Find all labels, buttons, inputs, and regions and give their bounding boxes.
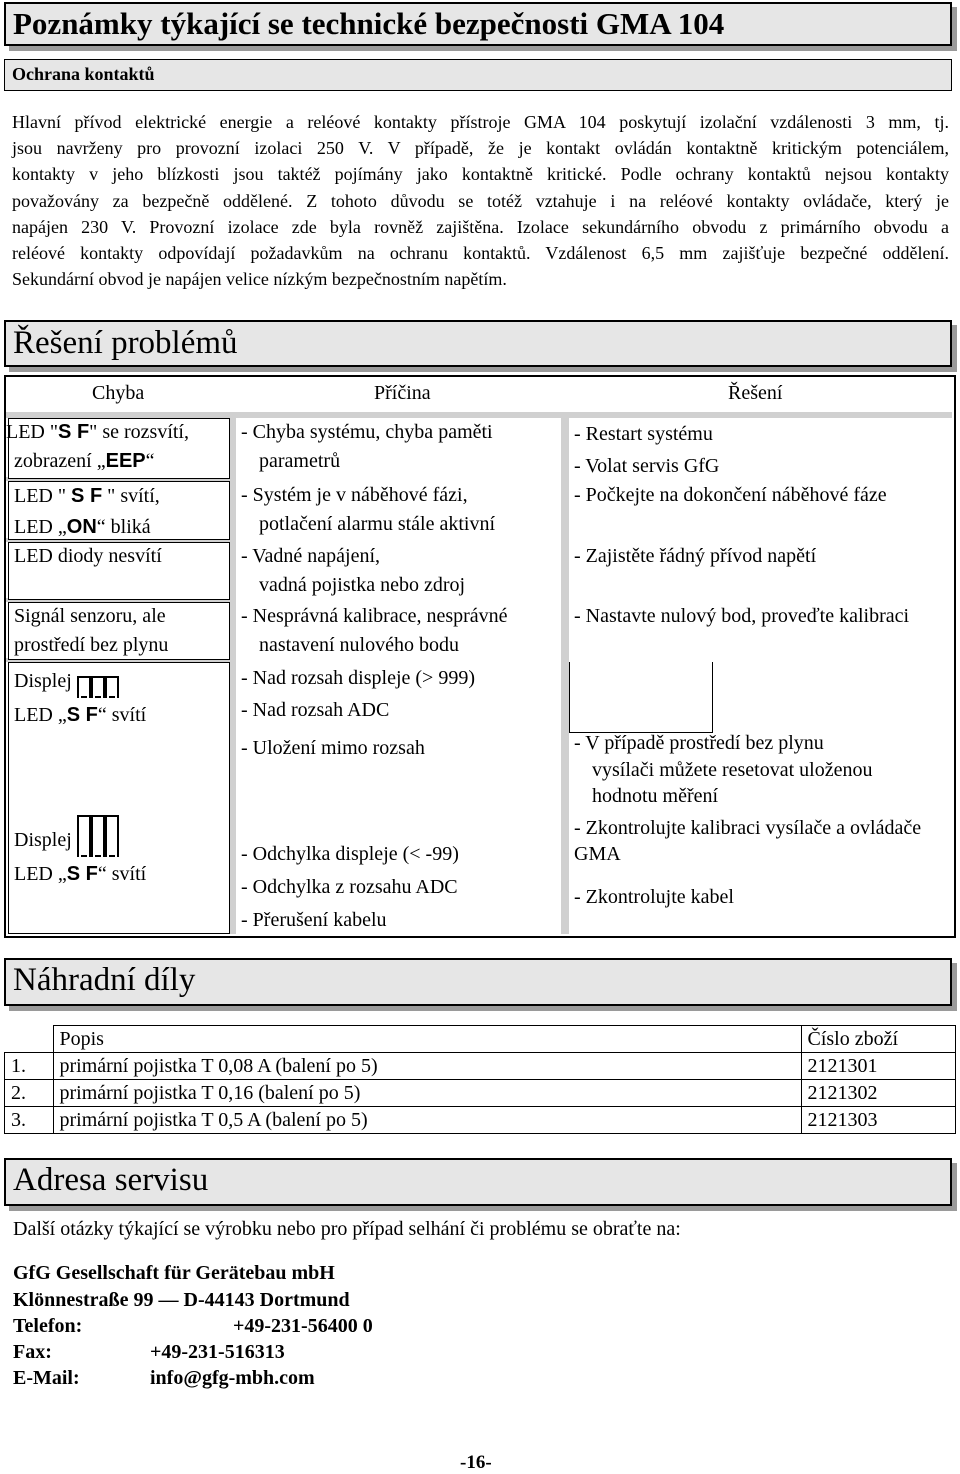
paragraph-line: Sekundární obvod je napájen velice nízkým bezpečnostním napětím. — [12, 269, 507, 290]
text: Signál senzoru, ale — [14, 605, 166, 627]
paragraph-line: jsou navrženy pro provozní izolaci 250 V. V případě, že je kontakt ovládán kontaktně kritickým potenciálem, — [12, 138, 949, 159]
table-row — [5, 1107, 956, 1134]
header-cell — [5, 1026, 54, 1053]
text: parametrů — [259, 450, 341, 472]
text: - Odchylka displeje (< -99) — [241, 843, 459, 865]
section-heading-text: Ochrana kontaktů — [12, 64, 155, 84]
company-name: GfG Gesellschaft für Gerätebau mbH — [13, 1262, 335, 1284]
table-row — [5, 1053, 956, 1080]
fax-value: +49-231-516313 — [150, 1341, 285, 1363]
text: vadná pojistka nebo zdroj — [259, 574, 466, 596]
row5-cause — [241, 662, 475, 764]
text: LED „ — [14, 863, 67, 885]
text: GMA — [574, 843, 621, 865]
text: - Uložení mimo rozsah — [241, 737, 425, 759]
text: - Restart systému — [574, 423, 713, 445]
text: - Zkontrolujte kabel — [574, 886, 734, 908]
row4-solution — [574, 602, 909, 631]
row1-error — [6, 418, 189, 476]
row3-cause — [241, 542, 465, 600]
cell-border — [569, 662, 713, 733]
service-intro: Další otázky týkající se výrobku nebo pro případ selhání či problému se obraťte na: — [13, 1218, 681, 1240]
row-description: primární pojistka T 0,08 A (balení po 5) — [53, 1053, 801, 1080]
text: potlačení alarmu stále aktivní — [259, 513, 496, 535]
display-underflow-symbol — [77, 815, 119, 857]
column-separator — [561, 418, 569, 934]
section-heading-service-address — [4, 1158, 952, 1206]
row-description: primární pojistka T 0,16 (balení po 5) — [53, 1080, 801, 1107]
row-part-number: 2121301 — [801, 1053, 956, 1080]
section-heading-text: Adresa servisu — [13, 1162, 209, 1198]
row6-solution — [574, 815, 921, 910]
column-header-error: Chyba — [92, 382, 145, 404]
text: - Počkejte na dokončení náběhové fáze — [574, 484, 887, 506]
row1-solution — [574, 418, 719, 482]
text: Displej — [14, 829, 72, 851]
text: nastavení nulového bodu — [259, 634, 459, 656]
email-label: E-Mail: — [13, 1367, 80, 1389]
paragraph-line: Hlavní přívod elektrické energie a reléové kontakty přístroje GMA 104 poskytují izolační vzdálenosti 3 mm, tj. — [12, 112, 949, 132]
row1-cause — [241, 418, 493, 476]
text: - Nesprávná kalibrace, nesprávné — [241, 605, 508, 627]
column-header-solution: Řešení — [728, 382, 783, 404]
text: - Nad rozsah displeje (> 999) — [241, 667, 475, 689]
text: - Chyba systému, chyba paměti — [241, 421, 493, 443]
row-description: primární pojistka T 0,5 A (balení po 5) — [53, 1107, 801, 1134]
paragraph-line: reléové kontakty odpovídají požadavkům na ochranu kontaktů. Vzdálenost 6,5 mm zajišťuje bezpečné oddělení. — [12, 243, 949, 264]
row6-error — [14, 815, 146, 891]
row5-error — [14, 664, 146, 732]
phone-row — [13, 1315, 373, 1338]
header-cell: Popis — [53, 1026, 801, 1053]
section-heading-troubleshooting — [4, 320, 952, 367]
text: - Zajistěte řádný přívod napětí — [574, 545, 817, 567]
text: “ — [145, 450, 155, 472]
contact-protection-paragraph — [12, 109, 949, 292]
text: vysílači můžete resetovat uloženou — [592, 758, 873, 781]
text: - Zkontrolujte kalibraci vysílače a ovládače — [574, 817, 922, 839]
text: LED „ — [14, 704, 67, 726]
text: “ bliká — [96, 516, 151, 538]
section-heading-text: Řešení problémů — [13, 325, 238, 361]
page-title-box — [4, 2, 952, 46]
paragraph-line: považovány za bezpečně oddělené. Z tohoto důvodu se totéž vztahuje i na reléové kontakty ovládače, který je — [12, 190, 949, 211]
row4-cause — [241, 602, 508, 660]
spare-parts-table — [4, 1025, 956, 1134]
company-street: Klönnestraße 99 — D-44143 Dortmund — [13, 1289, 350, 1311]
text: Displej — [14, 670, 72, 692]
fax-label: Fax: — [13, 1341, 52, 1363]
row-part-number: 2121303 — [801, 1107, 956, 1134]
table-row — [5, 1080, 956, 1107]
row2-cause — [241, 481, 495, 539]
row3-error — [14, 542, 162, 571]
display-overflow-symbol — [77, 664, 119, 698]
display-code: EEP — [105, 450, 146, 472]
row4-error — [14, 602, 168, 660]
text: - Systém je v náběhové fázi, — [241, 484, 468, 506]
row-part-number: 2121302 — [801, 1080, 956, 1107]
email-value: info@gfg-mbh.com — [150, 1367, 315, 1389]
text: “ svítí — [97, 863, 147, 885]
section-heading-spare-parts — [4, 958, 952, 1006]
email-row — [13, 1367, 315, 1390]
row2-solution — [574, 481, 887, 510]
troubleshooting-table — [4, 375, 956, 938]
text: LED " — [6, 421, 59, 443]
text: - Odchylka z rozsahu ADC — [241, 876, 458, 898]
section-heading-contact-protection — [4, 59, 952, 91]
display-code: S F — [66, 704, 98, 726]
row3-solution — [574, 542, 816, 571]
display-code: S F — [58, 421, 90, 443]
text: LED „ — [14, 516, 67, 538]
text: hodnotu měření — [592, 785, 719, 807]
page-title: Poznámky týkající se technické bezpečnosti GMA 104 — [13, 6, 725, 41]
text: " svítí, — [102, 485, 160, 507]
text: - Nastavte nulový bod, proveďte kalibraci — [574, 605, 910, 627]
column-header-cause: Příčina — [374, 382, 431, 404]
row-number: 3. — [5, 1107, 54, 1134]
text: - Nad rozsah ADC — [241, 699, 390, 721]
row5-solution — [574, 730, 872, 810]
text: - Volat servis GfG — [574, 455, 720, 477]
paragraph-line: napájen 230 V. Provozní izolace zde byla rovněž zajištěna. Izolace sekundárního obvodu z primárního obvodu a — [12, 216, 949, 237]
display-code: ON — [66, 516, 97, 538]
row6-cause — [241, 838, 459, 937]
text: zobrazení „ — [14, 450, 106, 472]
display-code: S F — [66, 863, 98, 885]
text: - Přerušení kabelu — [241, 909, 387, 931]
row-number: 2. — [5, 1080, 54, 1107]
text: LED " — [14, 485, 72, 507]
page-number: -16- — [460, 1452, 492, 1473]
table-header-row — [5, 1026, 956, 1053]
fax-row — [13, 1341, 285, 1364]
display-code: S F — [71, 485, 103, 507]
header-cell: Číslo zboží — [801, 1026, 956, 1053]
paragraph-line: kontakty v jeho blízkosti jsou taktéž pojímány jako kontaktně kritické. Podle ochrany kontaktů nejsou kontakty — [12, 164, 949, 185]
text: - V případě prostředí bez plynu — [574, 732, 824, 754]
text: “ svítí — [97, 704, 147, 726]
phone-value: +49-231-56400 0 — [233, 1315, 373, 1337]
row-number: 1. — [5, 1053, 54, 1080]
phone-label: Telefon: — [13, 1315, 83, 1337]
text: - Vadné napájení, — [241, 545, 381, 567]
row2-error — [14, 481, 160, 543]
text: " se rozsvítí, — [89, 421, 189, 443]
section-heading-text: Náhradní díly — [13, 962, 196, 998]
text: prostředí bez plynu — [14, 634, 169, 656]
text: LED diody nesvítí — [14, 545, 162, 567]
